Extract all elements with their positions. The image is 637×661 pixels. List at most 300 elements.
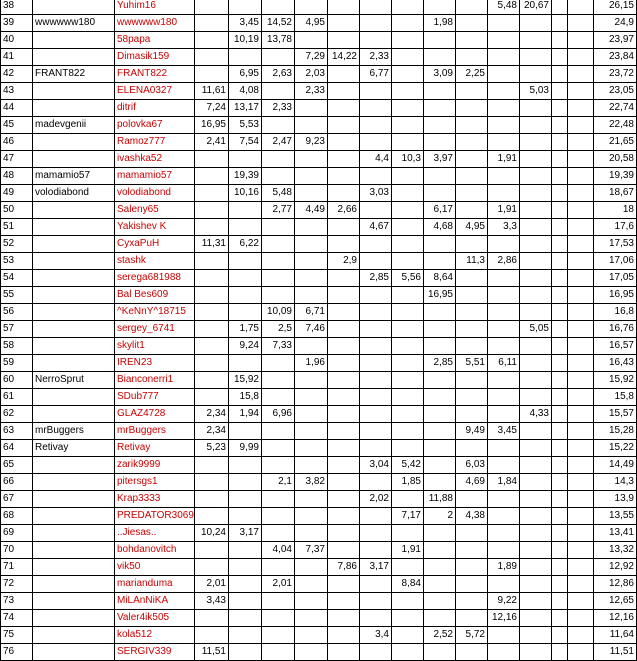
- score-cell: [488, 389, 520, 406]
- score-cell: [568, 389, 594, 406]
- score-cell: [552, 372, 568, 389]
- team-cell: [33, 610, 115, 627]
- score-cell: [552, 304, 568, 321]
- score-cell: [262, 593, 295, 610]
- total-cell: 11,64: [594, 627, 637, 644]
- score-cell: [568, 0, 594, 15]
- total-cell: 12,65: [594, 593, 637, 610]
- score-cell: 6,03: [456, 457, 488, 474]
- table-row: [1, 627, 637, 644]
- row-number-cell: 69: [1, 525, 33, 542]
- score-cell: [424, 593, 456, 610]
- score-cell: [392, 219, 424, 236]
- score-cell: [456, 644, 488, 661]
- score-cell: [520, 219, 552, 236]
- score-cell: [360, 406, 392, 423]
- score-cell: 3,43: [195, 593, 229, 610]
- score-cell: [568, 219, 594, 236]
- score-cell: [392, 338, 424, 355]
- score-cell: 11,3: [456, 253, 488, 270]
- score-cell: [195, 253, 229, 270]
- score-cell: [360, 202, 392, 219]
- row-number-cell: 40: [1, 32, 33, 49]
- score-cell: [488, 491, 520, 508]
- score-cell: [552, 15, 568, 32]
- score-cell: [552, 627, 568, 644]
- score-cell: [488, 117, 520, 134]
- table-row: [1, 168, 637, 185]
- total-cell: 21,65: [594, 134, 637, 151]
- score-cell: 2,47: [262, 134, 295, 151]
- score-cell: [552, 100, 568, 117]
- score-cell: [488, 185, 520, 202]
- score-cell: [262, 559, 295, 576]
- score-cell: [360, 83, 392, 100]
- score-cell: [360, 542, 392, 559]
- score-cell: [392, 406, 424, 423]
- team-cell: [33, 542, 115, 559]
- score-cell: [262, 270, 295, 287]
- score-cell: 5,23: [195, 440, 229, 457]
- score-cell: 9,24: [229, 338, 262, 355]
- score-cell: [195, 508, 229, 525]
- score-cell: [392, 236, 424, 253]
- score-cell: [229, 270, 262, 287]
- score-cell: [568, 66, 594, 83]
- score-cell: [392, 168, 424, 185]
- nickname-cell: ^KeNnY^18715: [115, 304, 195, 321]
- score-cell: [229, 559, 262, 576]
- total-cell: 15,22: [594, 440, 637, 457]
- score-cell: [552, 287, 568, 304]
- total-cell: 12,92: [594, 559, 637, 576]
- nickname-cell: GLAZ4728: [115, 406, 195, 423]
- score-cell: [328, 117, 360, 134]
- score-cell: 6,11: [488, 355, 520, 372]
- score-cell: [262, 440, 295, 457]
- row-number-cell: 43: [1, 83, 33, 100]
- score-cell: [488, 321, 520, 338]
- score-cell: 7,17: [392, 508, 424, 525]
- score-cell: [262, 389, 295, 406]
- score-cell: [552, 576, 568, 593]
- row-number-cell: 53: [1, 253, 33, 270]
- score-cell: [424, 304, 456, 321]
- score-cell: [392, 440, 424, 457]
- score-cell: 11,51: [195, 644, 229, 661]
- score-cell: [392, 32, 424, 49]
- row-number-cell: 55: [1, 287, 33, 304]
- table-row: [1, 32, 637, 49]
- score-cell: [520, 491, 552, 508]
- score-cell: [360, 474, 392, 491]
- score-cell: [488, 287, 520, 304]
- score-cell: 16,95: [195, 117, 229, 134]
- score-cell: [424, 406, 456, 423]
- score-cell: [488, 406, 520, 423]
- score-cell: [392, 304, 424, 321]
- score-cell: 2,77: [262, 202, 295, 219]
- total-cell: 13,32: [594, 542, 637, 559]
- score-cell: 7,24: [195, 100, 229, 117]
- total-cell: 13,41: [594, 525, 637, 542]
- total-cell: 23,05: [594, 83, 637, 100]
- score-cell: [520, 644, 552, 661]
- score-cell: 1,89: [488, 559, 520, 576]
- score-cell: 1,91: [488, 202, 520, 219]
- score-cell: 6,22: [229, 236, 262, 253]
- total-cell: 16,95: [594, 287, 637, 304]
- score-cell: [520, 185, 552, 202]
- score-cell: [360, 100, 392, 117]
- nickname-cell: Dimasik159: [115, 49, 195, 66]
- score-cell: [456, 134, 488, 151]
- score-cell: [392, 185, 424, 202]
- score-cell: 8,84: [392, 576, 424, 593]
- score-cell: [552, 253, 568, 270]
- score-cell: [328, 542, 360, 559]
- score-cell: [328, 457, 360, 474]
- score-cell: [195, 321, 229, 338]
- score-cell: [328, 355, 360, 372]
- table-row: [1, 525, 637, 542]
- team-cell: [33, 0, 115, 15]
- score-cell: [392, 627, 424, 644]
- score-cell: 4,4: [360, 151, 392, 168]
- score-cell: [520, 15, 552, 32]
- table-row: [1, 134, 637, 151]
- score-cell: 5,42: [392, 457, 424, 474]
- score-cell: [552, 117, 568, 134]
- nickname-cell: polovka67: [115, 117, 195, 134]
- score-cell: [520, 338, 552, 355]
- score-cell: [360, 304, 392, 321]
- row-number-cell: 63: [1, 423, 33, 440]
- total-cell: 17,05: [594, 270, 637, 287]
- score-cell: 7,86: [328, 559, 360, 576]
- score-cell: [328, 185, 360, 202]
- team-cell: [33, 151, 115, 168]
- team-cell: FRANT822: [33, 66, 115, 83]
- score-cell: 2,33: [295, 83, 328, 100]
- score-cell: [360, 576, 392, 593]
- score-cell: [195, 304, 229, 321]
- score-cell: 2,5: [262, 321, 295, 338]
- nickname-cell: mrBuggers: [115, 423, 195, 440]
- score-cell: [520, 32, 552, 49]
- score-cell: 13,78: [262, 32, 295, 49]
- table-row: [1, 253, 637, 270]
- score-cell: [295, 219, 328, 236]
- nickname-cell: SDub777: [115, 389, 195, 406]
- total-cell: 16,8: [594, 304, 637, 321]
- score-cell: 2,66: [328, 202, 360, 219]
- team-cell: [33, 355, 115, 372]
- score-cell: [262, 0, 295, 15]
- score-cell: [520, 423, 552, 440]
- team-cell: [33, 474, 115, 491]
- score-cell: [488, 49, 520, 66]
- score-cell: 10,3: [392, 151, 424, 168]
- score-cell: [328, 406, 360, 423]
- total-cell: 13,55: [594, 508, 637, 525]
- score-cell: [229, 542, 262, 559]
- score-cell: [456, 372, 488, 389]
- table-row: [1, 576, 637, 593]
- team-cell: mrBuggers: [33, 423, 115, 440]
- score-cell: [488, 100, 520, 117]
- score-cell: [520, 66, 552, 83]
- total-cell: 14,3: [594, 474, 637, 491]
- team-cell: [33, 236, 115, 253]
- score-cell: [456, 440, 488, 457]
- row-number-cell: 44: [1, 100, 33, 117]
- score-cell: [229, 576, 262, 593]
- score-cell: [552, 474, 568, 491]
- score-cell: [520, 287, 552, 304]
- score-cell: [262, 525, 295, 542]
- score-cell: [520, 49, 552, 66]
- team-cell: [33, 202, 115, 219]
- team-cell: [33, 644, 115, 661]
- score-cell: [262, 287, 295, 304]
- score-cell: [295, 406, 328, 423]
- score-cell: [520, 576, 552, 593]
- score-cell: [295, 576, 328, 593]
- score-cell: 3,82: [295, 474, 328, 491]
- score-cell: [520, 134, 552, 151]
- score-cell: [229, 253, 262, 270]
- score-cell: [520, 389, 552, 406]
- score-cell: [328, 338, 360, 355]
- score-cell: [295, 508, 328, 525]
- table-row: [1, 100, 637, 117]
- score-cell: [424, 0, 456, 15]
- score-cell: [295, 627, 328, 644]
- score-cell: [392, 287, 424, 304]
- score-cell: 5,48: [488, 0, 520, 15]
- total-cell: 26,15: [594, 0, 637, 15]
- table-row: [1, 321, 637, 338]
- nickname-cell: FRANT822: [115, 66, 195, 83]
- nickname-cell: Ramoz777: [115, 134, 195, 151]
- score-cell: 3,97: [424, 151, 456, 168]
- score-cell: [360, 593, 392, 610]
- row-number-cell: 75: [1, 627, 33, 644]
- score-cell: [360, 117, 392, 134]
- score-cell: [488, 576, 520, 593]
- score-cell: [488, 168, 520, 185]
- score-cell: [520, 253, 552, 270]
- score-cell: [568, 236, 594, 253]
- score-cell: [552, 423, 568, 440]
- score-cell: [360, 508, 392, 525]
- total-cell: 13,9: [594, 491, 637, 508]
- score-cell: [295, 372, 328, 389]
- score-cell: [552, 32, 568, 49]
- score-cell: 2,25: [456, 66, 488, 83]
- row-number-cell: 70: [1, 542, 33, 559]
- score-cell: [195, 49, 229, 66]
- score-cell: [488, 542, 520, 559]
- score-cell: [262, 151, 295, 168]
- score-cell: [360, 0, 392, 15]
- total-cell: 22,48: [594, 117, 637, 134]
- score-cell: [568, 253, 594, 270]
- team-cell: [33, 32, 115, 49]
- score-cell: [328, 389, 360, 406]
- score-cell: [456, 100, 488, 117]
- score-cell: 1,91: [488, 151, 520, 168]
- score-cell: 10,16: [229, 185, 262, 202]
- score-cell: [328, 0, 360, 15]
- score-cell: 2,33: [262, 100, 295, 117]
- row-number-cell: 60: [1, 372, 33, 389]
- nickname-cell: Krap3333: [115, 491, 195, 508]
- table-row: [1, 287, 637, 304]
- nickname-cell: skylit1: [115, 338, 195, 355]
- score-cell: [328, 15, 360, 32]
- score-cell: 6,71: [295, 304, 328, 321]
- score-cell: [295, 440, 328, 457]
- score-cell: 6,95: [229, 66, 262, 83]
- score-cell: [552, 66, 568, 83]
- score-cell: [520, 100, 552, 117]
- score-cell: [552, 491, 568, 508]
- total-cell: 15,8: [594, 389, 637, 406]
- nickname-cell: serega681988: [115, 270, 195, 287]
- score-cell: [552, 406, 568, 423]
- score-cell: [568, 542, 594, 559]
- score-cell: [424, 457, 456, 474]
- total-cell: 18,67: [594, 185, 637, 202]
- score-cell: [229, 151, 262, 168]
- score-cell: [195, 219, 229, 236]
- score-cell: [488, 270, 520, 287]
- table-row: [1, 117, 637, 134]
- score-cell: [568, 576, 594, 593]
- score-cell: [456, 321, 488, 338]
- row-number-cell: 48: [1, 168, 33, 185]
- score-cell: [568, 474, 594, 491]
- total-cell: 16,57: [594, 338, 637, 355]
- score-cell: 1,98: [424, 15, 456, 32]
- score-cell: 3,3: [488, 219, 520, 236]
- score-cell: [295, 185, 328, 202]
- score-cell: 4,95: [456, 219, 488, 236]
- score-cell: [520, 236, 552, 253]
- score-cell: 11,31: [195, 236, 229, 253]
- score-cell: [392, 525, 424, 542]
- score-cell: 2,03: [295, 66, 328, 83]
- score-cell: [195, 542, 229, 559]
- score-cell: [295, 525, 328, 542]
- team-cell: [33, 559, 115, 576]
- score-cell: [568, 610, 594, 627]
- table-row: [1, 542, 637, 559]
- nickname-cell: wwwwww180: [115, 15, 195, 32]
- score-cell: [488, 440, 520, 457]
- score-cell: [552, 338, 568, 355]
- score-cell: [552, 644, 568, 661]
- score-cell: [262, 355, 295, 372]
- total-cell: 17,06: [594, 253, 637, 270]
- score-cell: [262, 236, 295, 253]
- score-cell: [262, 644, 295, 661]
- score-cell: 4,33: [520, 406, 552, 423]
- row-number-cell: 47: [1, 151, 33, 168]
- table-row: [1, 406, 637, 423]
- score-cell: [328, 627, 360, 644]
- score-cell: [424, 185, 456, 202]
- nickname-cell: Bianconerri1: [115, 372, 195, 389]
- row-number-cell: 67: [1, 491, 33, 508]
- team-cell: [33, 287, 115, 304]
- score-cell: [328, 270, 360, 287]
- row-number-cell: 61: [1, 389, 33, 406]
- score-cell: [520, 610, 552, 627]
- score-cell: [488, 134, 520, 151]
- score-cell: 2,01: [262, 576, 295, 593]
- score-cell: [295, 338, 328, 355]
- score-cell: [295, 593, 328, 610]
- score-cell: [229, 491, 262, 508]
- score-cell: [456, 151, 488, 168]
- score-cell: [520, 508, 552, 525]
- score-cell: 6,77: [360, 66, 392, 83]
- score-cell: [488, 83, 520, 100]
- row-number-cell: 46: [1, 134, 33, 151]
- score-cell: 7,33: [262, 338, 295, 355]
- score-cell: [488, 15, 520, 32]
- score-cell: [568, 83, 594, 100]
- score-cell: [360, 372, 392, 389]
- table-row: [1, 151, 637, 168]
- row-number-cell: 73: [1, 593, 33, 610]
- score-cell: 4,67: [360, 219, 392, 236]
- score-cell: [328, 236, 360, 253]
- score-cell: [229, 627, 262, 644]
- score-cell: [552, 457, 568, 474]
- score-cell: [424, 542, 456, 559]
- score-cell: 13,17: [229, 100, 262, 117]
- score-cell: 1,75: [229, 321, 262, 338]
- row-number-cell: 74: [1, 610, 33, 627]
- score-cell: 3,17: [229, 525, 262, 542]
- nickname-cell: kola512: [115, 627, 195, 644]
- score-cell: [195, 627, 229, 644]
- score-cell: [328, 576, 360, 593]
- score-cell: [229, 49, 262, 66]
- score-cell: [424, 168, 456, 185]
- score-cell: 3,04: [360, 457, 392, 474]
- score-cell: [552, 525, 568, 542]
- score-cell: 4,68: [424, 219, 456, 236]
- score-cell: [195, 202, 229, 219]
- score-cell: [424, 338, 456, 355]
- team-cell: Retivay: [33, 440, 115, 457]
- table-row: [1, 423, 637, 440]
- score-cell: [229, 474, 262, 491]
- score-cell: [295, 236, 328, 253]
- score-cell: [392, 593, 424, 610]
- total-cell: 15,28: [594, 423, 637, 440]
- team-cell: volodiabond: [33, 185, 115, 202]
- score-cell: [568, 15, 594, 32]
- score-cell: [392, 423, 424, 440]
- score-cell: [552, 134, 568, 151]
- score-cell: [360, 168, 392, 185]
